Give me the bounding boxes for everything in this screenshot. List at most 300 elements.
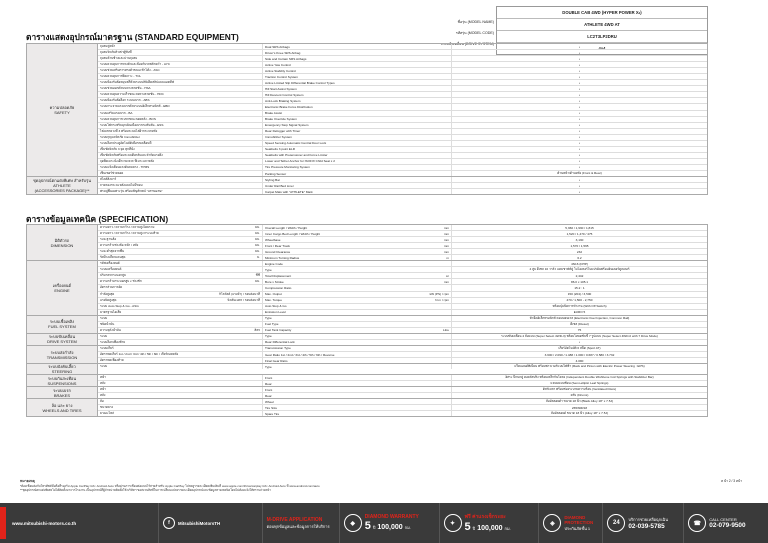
group-name-en: SUSPENSIONS <box>47 380 77 386</box>
item-th <box>98 141 263 146</box>
spec-th-unit: มม. <box>255 231 260 236</box>
spec-value: ดีเซล (Diesel) <box>570 321 589 326</box>
spec-en <box>263 316 452 321</box>
spec-value: ดรัม (Drums) <box>570 393 589 398</box>
item-value: • <box>578 74 581 79</box>
spec-en <box>263 285 452 290</box>
item-en <box>263 147 452 152</box>
group-rows <box>98 387 707 398</box>
spec-value: 6.2 <box>577 255 582 260</box>
spec-th <box>98 237 263 242</box>
spec-group <box>27 334 707 346</box>
item-en <box>263 104 452 109</box>
spec-en-unit: N·m / rpm <box>435 298 449 303</box>
group-name-th: ชุดอุปกรณ์ตกแต่งพิเศษ สำหรับรุ่น ATHLETE <box>33 178 91 189</box>
spec-en-unit: mm <box>443 279 449 284</box>
spec-en-text: Overall Length / Width / Height <box>265 225 308 230</box>
item-th-text: สไตล์ลิ่งบาร์ <box>100 177 117 182</box>
item-en <box>263 92 452 97</box>
free-years: 5 <box>464 521 471 533</box>
phone-icon: ☎ <box>688 514 706 532</box>
item-th <box>98 111 263 116</box>
item-value: • <box>578 189 581 194</box>
item-en-text: Brake Override System <box>265 117 297 122</box>
group-name-en: SAFETY <box>54 110 70 116</box>
standard-equipment-table <box>26 43 708 195</box>
spec-th <box>98 249 263 254</box>
item-th-text: ระบบไฟกระพริบฉุกเฉินเมื่อเบรกกะทันหัน - ESS <box>100 122 164 127</box>
item-th <box>98 68 263 73</box>
spec-en-text: Auto Stop & Go <box>265 304 287 309</box>
group-rows <box>98 225 707 260</box>
item-th <box>98 117 263 122</box>
group-name-th: ล้อ และ ยาง <box>51 402 73 408</box>
item-en <box>263 62 452 67</box>
spec-value: • <box>578 340 581 345</box>
group-name <box>27 44 98 176</box>
item-value: • <box>578 111 581 116</box>
group-name-th: มิติตัวรถ <box>54 237 70 243</box>
item-value: • <box>578 117 581 122</box>
group-name <box>27 316 98 333</box>
item-en <box>263 129 452 134</box>
spec-th-unit: มม. <box>255 243 260 248</box>
group-rows <box>98 399 707 416</box>
item-th-text: ถุงลมด้านข้างและม่านถุงลม <box>100 56 138 61</box>
model-code-label: รหัสรุ่น (MODEL CODE) <box>455 31 494 35</box>
item-th <box>98 44 263 49</box>
spec-value: เกียร์อัตโนมัติ 6 สปีด (Sport AT) <box>558 345 601 350</box>
item-en-text: Active Limited Slip Differential Brake Control Types <box>265 80 335 85</box>
spec-value: 3.600 / 2.090 / 1.488 / 1.000 / 0.687 / 0.580 / 3.732 <box>544 352 615 357</box>
item-th <box>98 159 263 164</box>
spec-en <box>263 405 452 410</box>
spec-en-text: Rear <box>265 393 272 398</box>
spec-en-unit: Litre <box>442 328 449 333</box>
model-name-label: ชื่อรุ่น (MODEL NAME) <box>457 20 494 24</box>
spec-en <box>263 322 452 327</box>
spec-en-text: Inner Cargo Bed Length / Width / Height <box>265 231 321 236</box>
spec-th-text: อัตราทดเกียร์ 1st / 2nd / 3rd / 4th / 5th / 6th / เกียร์ถอยหลัง <box>100 352 179 356</box>
spec-value: 150 (204) / 3,500 <box>567 292 592 297</box>
item-th <box>98 62 263 67</box>
spec-th-text: ระบบ <box>100 315 108 320</box>
item-en-text: Anti-Lock Braking System <box>265 98 301 103</box>
spec-en-text: Spare Tire <box>265 411 280 416</box>
24h-phone[interactable]: 02-039-5785 <box>628 523 665 530</box>
spec-en-text: Type <box>265 267 272 272</box>
item-en-text: Hill Start Assist System <box>265 86 297 91</box>
item-value: • <box>578 92 581 97</box>
footer-accent <box>0 507 6 539</box>
item-th <box>98 171 263 176</box>
call-phone[interactable]: 02-079-9500 <box>709 522 746 529</box>
group-name <box>27 177 98 194</box>
spec-en <box>263 393 452 398</box>
item-en-text: Driver's Knee SRS Airbag <box>265 50 301 55</box>
item-en-text: Brake Assist <box>265 111 283 116</box>
item-en-text: Styling Bar <box>265 177 280 182</box>
spec-th-text: ระบบ Auto Stop & Go - ASG <box>100 303 139 308</box>
spec-en <box>263 328 452 333</box>
item-th-text: ระบบช่วยออกตัวบนทางลาดชัน - HSA <box>100 86 151 91</box>
spec-th <box>98 231 263 236</box>
spec-th-text: ล้อ <box>100 399 104 404</box>
spec-th-unit: มม. <box>255 225 260 230</box>
spec-th-unit: มม. <box>255 237 260 242</box>
spec-en-text: Emission Level <box>265 310 286 315</box>
item-value: • <box>578 123 581 128</box>
item-value: • <box>578 183 581 188</box>
group-rows <box>98 316 707 333</box>
item-value: • <box>578 129 581 134</box>
specification-title: ตารางข้อมูลเทคนิค (SPECIFICATION) <box>26 214 169 224</box>
spec-th-text: รัศมีวงเลี้ยวแคบสุด <box>100 255 126 260</box>
spec-en-text: Engine Code <box>265 261 283 266</box>
item-en <box>263 68 452 73</box>
item-th <box>98 86 263 91</box>
spec-en-text: Rear <box>265 381 272 386</box>
spec-en-unit: mm <box>443 231 449 236</box>
spec-th <box>98 298 263 303</box>
spec-th <box>98 225 263 230</box>
spec-th-text: ระบบเครื่องยนต์ <box>100 267 122 272</box>
spec-value: หัวฉีดอิเล็กทรอนิกส์ คอมมอนเรล (Electronic Fuel Injection, Common Rail) <box>529 315 630 320</box>
group-name <box>27 375 98 386</box>
item-en-text: Seatbelts 3 point ELR <box>265 147 295 152</box>
spec-th <box>98 334 263 339</box>
spec-en-text: Wheel <box>265 399 274 404</box>
equipment-group <box>27 177 707 194</box>
spec-th-text: ระยะต่ำสุดจากพื้น <box>100 249 125 254</box>
spec-th-unit: นิวตันเมตร / รอบต่อนาที <box>227 297 260 302</box>
spec-th-text: ความจุถังน้ำมัน <box>100 327 121 332</box>
table-row <box>98 328 707 333</box>
item-en-text: Dual SRS Airbags <box>265 44 290 49</box>
item-th-text: ถุงลมนิรภัยหัวเข่าผู้ขับขี่ <box>100 50 132 55</box>
item-value: • <box>578 86 581 91</box>
item-en-text: Carpet Mats with "ATHLETE" Mark <box>265 189 313 194</box>
spec-en-text: Final Gear Ratio <box>265 358 288 363</box>
spec-en-unit: m <box>446 255 449 260</box>
item-en-text: Traction Control System <box>265 74 299 79</box>
spec-value: 265/60R18 <box>571 405 588 410</box>
item-en <box>263 98 452 103</box>
item-value: • <box>578 62 581 67</box>
item-en-text: Lower and Tether Anchor for ISOFIX Child Seat x 2 <box>265 159 335 164</box>
spec-th-unit: มม. <box>255 249 260 254</box>
item-en <box>263 123 452 128</box>
spec-en <box>263 273 452 278</box>
spec-th <box>98 393 263 398</box>
item-en <box>263 141 452 146</box>
item-en-text: Active Stability Control <box>265 68 296 73</box>
item-value: • <box>578 80 581 85</box>
item-en <box>263 153 452 158</box>
spec-value: ดิสก์เบรก พร้อมช่องระบายความร้อน (Ventilated Discs) <box>542 387 617 392</box>
item-en-text: Parking Sensor <box>265 171 287 176</box>
note-line: *ต้องเชื่อมต่อกับโทรศัพท์มือถือที่รองรับ Apple CarPlay และ Android Auto หรือผ่านการเชื่อมต่อแบบไร้สายสำหรับ Apple CarPlay โปรดดูรายละเอียดเพิ่มเติมที่ www.apple.com/th/ios/carplay และ Android Auto ที่ www.android.com/auto <box>20 483 320 488</box>
spec-group <box>27 375 707 387</box>
spec-en-text: Gear Ratio 1st / 2nd / 3rd / 4th / 5th / 6th / Reverse <box>265 352 335 357</box>
item-value: • <box>578 44 581 49</box>
spec-value: อิสระ ปีกนกคู่ คอยล์สปริง พร้อมเหล็กกันโคลง (Independent Double Wishbone Coil Springs with Stabilizer Bar) <box>505 375 654 380</box>
spec-en-text: Type <box>265 334 272 339</box>
spec-en <box>263 292 452 297</box>
item-th-text: ระบบช่วยเสริมการทรงตัวขณะเข้าโค้ง - ASC <box>100 68 160 73</box>
spec-th <box>98 411 263 416</box>
spec-th-text: มาตรฐานไอเสีย <box>100 309 122 314</box>
spec-value: ล้ออัลลอยด์ ขนาด 18 นิ้ว (Alloy 18" x 7.5J) <box>550 411 609 416</box>
item-th-text: เซ็นเซอร์ช่วยจอด <box>100 171 124 175</box>
footer-social <box>158 503 262 543</box>
spec-en-text: Front <box>265 387 273 392</box>
item-th-text: ระบบควบคุมการทรงตัวและป้องกันรถพลิกคว่ำ - AYC <box>100 62 171 67</box>
item-value: • <box>578 153 581 158</box>
spec-value: 4N16 (DHP) <box>571 261 588 266</box>
spec-th <box>98 285 263 290</box>
item-en <box>263 189 452 194</box>
item-th <box>98 165 263 170</box>
spec-th <box>98 292 263 297</box>
spec-en-text: Minimum Turning Radius <box>265 255 300 260</box>
spec-th <box>98 381 263 386</box>
website-link[interactable]: www.mitsubishi-motors.co.th <box>12 520 77 526</box>
wrench-icon: ✦ <box>444 514 462 532</box>
item-th-text: ระบบล็อกประตูอัตโนมัติเมื่อรถเคลื่อนที่ <box>100 140 152 145</box>
spec-en <box>263 399 452 404</box>
spec-th <box>98 310 263 315</box>
item-value: • <box>578 165 581 170</box>
group-name <box>27 334 98 345</box>
dw-unit: ปี <box>372 525 376 530</box>
group-name <box>27 261 98 314</box>
item-en <box>263 74 452 79</box>
spec-en-text: Front <box>265 375 273 380</box>
dw-km: 100,000 <box>377 524 403 531</box>
item-en <box>263 171 452 176</box>
dw-title: DIAMOND WARRANTY <box>364 514 419 520</box>
spec-th-text: ยางอะไหล่ <box>100 411 115 416</box>
spec-value: ระบบขับเคลื่อน 4 ล้อแบบ (Super Select 4WD-II) พร้อมโหมดขับขี่ 7 รูปแบบ (Super Select 4WD-II with 7 Drive Mode) <box>501 333 658 338</box>
spec-th-text: ความยาว / ความกว้าง / ความสูง กระบะท้าย <box>100 231 159 236</box>
spec-th-unit: ลิตร <box>254 327 260 332</box>
group-rows <box>98 334 707 345</box>
model-title: DOUBLE CAB 4WD (HYPER POWER X 2 ) <box>497 7 707 19</box>
spec-th-text: ขนาดยาง <box>100 405 114 410</box>
table-row <box>98 310 707 315</box>
spec-group <box>27 261 707 315</box>
spec-group <box>27 399 707 416</box>
spec-en <box>263 364 452 369</box>
table-row <box>98 255 707 260</box>
group-rows <box>98 375 707 386</box>
group-name-th: ระบบส่งกำลัง <box>50 349 74 355</box>
item-th-text: ระบบกระจายแรงเบรกด้วยระบบอิเล็กทรอนิกส์ - EBD <box>100 104 170 109</box>
group-name <box>27 387 98 398</box>
item-th <box>98 153 263 158</box>
item-en-text: Side and Curtain SRS Airbags <box>265 56 307 61</box>
spec-th-unit: ซีซี <box>255 273 260 278</box>
spec-value: EURO 5 <box>573 310 586 315</box>
spec-th <box>98 387 263 392</box>
group-name-th: เครื่องยนต์ <box>52 282 72 288</box>
item-value: • <box>578 56 581 61</box>
free-km-unit: กม. <box>504 526 511 531</box>
item-th-text: ระบบควบคุมการยึดเกาะ - TCL <box>100 74 142 79</box>
item-en <box>263 80 452 85</box>
spec-en <box>263 411 452 416</box>
dp-title: DIAMOND PROTECTION <box>564 514 594 525</box>
item-th-text: จุดยึดเบาะนั่งเด็ก ISOFIX ที่เบาะแถวหลัง <box>100 158 155 163</box>
spec-en-unit: mm <box>443 225 449 230</box>
group-name <box>27 225 98 260</box>
table-row <box>98 411 707 416</box>
spec-en-text: Type <box>265 316 272 321</box>
spec-en <box>263 231 452 236</box>
item-value: • <box>578 50 581 55</box>
item-th-text: ระบบควบคุมความเร็วขณะลงทางลาดชัน - HDC <box>100 92 164 97</box>
footer-24h <box>602 503 683 543</box>
shield-icon: ◈ <box>543 514 561 532</box>
spec-en <box>263 237 452 242</box>
item-th-text: เข็มขัดนิรภัยพร้อมระบบดึงกลับและจำกัดแรงดึง <box>100 152 163 157</box>
free-km: 100,000 <box>477 525 503 532</box>
spec-en <box>263 352 452 357</box>
dp-sub: ประกันภัยชั้น 1 <box>564 525 591 531</box>
group-name-en: FUEL SYSTEM <box>48 324 76 330</box>
group-name-en: WHEELS AND TIRES <box>42 407 82 413</box>
free-title: ฟรี ค่าแรงเช็กระยะ <box>464 514 506 520</box>
item-th <box>98 92 263 97</box>
note-line: **ชุดอุปกรณ์ตกแต่งพิเศษไม่ได้ติดตั้งมาจากโรงงาน เป็นอุปกรณ์ที่ผู้จำหน่ายติดตั้งให้ บริษัทฯ ขอสงวนสิทธิ์ในการเปลี่ยนแปลงรายละเอียดอุปกรณ์และข้อมูลทางเทคนิคโดยไม่ต้องแจ้งให้ทราบล่วงหน้า <box>20 488 271 493</box>
item-th-text: ถุงลมคู่หน้า <box>100 44 116 49</box>
group-rows <box>98 177 707 194</box>
item-en-text: Rear Defogger with Timer <box>265 129 301 134</box>
spec-value: ล้ออัลลอยดำ ขนาด 18 นิ้ว (Black Alloy 18" x 7.5J) <box>545 399 614 404</box>
spec-th-text: อัตราส่วนการอัด <box>100 285 123 290</box>
spec-en-text: Bore x Stroke <box>265 279 284 284</box>
spec-group <box>27 225 707 261</box>
spec-en-text: Rear Differential Lock <box>265 340 295 345</box>
spec-value: แร็คแอนด์พิเนียน พร้อมพาวเวอร์แบบไฟฟ้า (Rack and Pinion with Electric Power Steering : EPS) <box>514 364 645 369</box>
item-en-text: Emergency Stop Signal System <box>265 123 309 128</box>
spec-th-text: ระบบเกียร์ <box>100 345 114 350</box>
spec-th <box>98 279 263 284</box>
spec-en-text: Max. Torque <box>265 298 282 303</box>
item-value: • <box>578 147 581 152</box>
spec-value: 4 สูบ ดีเซล 16 วาล์ว แคมชาฟท์คู่ ไบโอเทอร์โบแปรผันพร้อมอินเตอร์คูลเลอร์ <box>529 267 630 272</box>
group-name-en: STEERING <box>51 369 73 375</box>
spec-en-text: Ground Clearance <box>265 249 291 254</box>
item-en-text: Tire Pressure Monitoring System <box>265 165 310 170</box>
spec-en-unit: mm <box>443 237 449 242</box>
item-en <box>263 117 452 122</box>
model-code-value: LC2T3LP2DRU <box>497 31 707 43</box>
spec-th <box>98 273 263 278</box>
group-name-en: BRAKES <box>53 392 71 398</box>
spec-en <box>263 298 452 303</box>
spec-th <box>98 243 263 248</box>
spec-th-text: แรงบิดสูงสุด <box>100 297 117 302</box>
footer-call-center <box>683 503 768 543</box>
spec-en <box>263 381 452 386</box>
item-value: • <box>578 177 581 182</box>
drive-system-value: 4x4 <box>598 46 606 51</box>
dw-km-unit: กม. <box>404 525 411 530</box>
spec-th <box>98 255 263 260</box>
item-en <box>263 111 452 116</box>
group-name-th: ระบบกันสะเทือน <box>47 375 77 381</box>
spec-en-unit: mm <box>443 249 449 254</box>
footer-mdrive <box>262 503 339 543</box>
item-th <box>98 189 263 194</box>
call-label: CALL CENTER <box>709 517 737 522</box>
table-row <box>98 189 707 194</box>
item-value: • <box>578 141 581 146</box>
table-row <box>98 358 707 363</box>
notes-title: หมายเหตุ <box>20 479 35 483</box>
item-th-text: ระบบแจ้งเตือนแรงดันลมยาง - TPMS <box>100 164 150 169</box>
spec-en <box>263 249 452 254</box>
spec-th <box>98 375 263 380</box>
item-value: • <box>578 135 581 140</box>
diamond-icon: ◆ <box>344 514 362 532</box>
spec-th-text: ชนิดน้ำมัน <box>100 321 115 326</box>
item-th <box>98 98 263 103</box>
spec-th <box>98 405 263 410</box>
model-name-value: ATHLETE 4WD AT <box>497 19 707 31</box>
spec-en-text: Wheelbase <box>265 237 281 242</box>
group-name-en: (ACCESSORIES PACKAGE)** <box>34 188 90 194</box>
spec-en-unit: cc <box>445 273 449 278</box>
spec-en <box>263 243 452 248</box>
spec-value: 75 <box>577 328 582 333</box>
24h-icon: 24 <box>607 514 625 532</box>
item-th <box>98 56 263 61</box>
group-name-th: ระบบบังคับเลี้ยว <box>48 364 76 370</box>
spec-th-text: หน้า <box>100 387 106 392</box>
page-number: ห น้า 2 / 3 หน้า <box>721 479 742 483</box>
group-name-en: DIMENSION <box>50 242 74 248</box>
spec-en-text: Fuel Type <box>265 322 279 327</box>
social-handle[interactable]: MitsubishiMotorsTH <box>177 520 221 526</box>
spec-th-unit: มม. <box>255 279 260 284</box>
spec-en-text: Fuel Tank Capacity <box>265 328 292 333</box>
spec-en-text: Type <box>265 364 272 369</box>
group-rows <box>98 346 707 363</box>
spec-th-text: กำลังสูงสุด <box>100 291 115 296</box>
item-th <box>98 80 263 85</box>
item-en <box>263 135 452 140</box>
spec-th-text: ความยาว / ความกว้าง / ความสูงโดยรวม <box>100 225 155 230</box>
spec-en-text: Max. Output <box>265 292 282 297</box>
spec-en-text: Tire Size <box>265 405 278 410</box>
footer-free-service <box>439 503 539 543</box>
spec-value: 232 <box>576 249 583 254</box>
notes <box>20 479 750 493</box>
spec-value: แหนบแบบซ้อน (Semi-elliptic Leaf Springs) <box>550 381 609 386</box>
spec-th <box>98 304 263 309</box>
item-th-text: พรมปูพื้นเฉพาะรุ่น พร้อมสัญลักษณ์ "ATHLETE" <box>100 189 163 194</box>
spec-en <box>263 255 452 260</box>
spec-th-text: ระยะฐานล้อ <box>100 237 117 242</box>
group-name <box>27 399 98 416</box>
drive-system-label: ระบบขับเคลื่อน (DRIVE SYSTEM) <box>440 42 494 46</box>
footer-bar <box>0 503 768 543</box>
spec-th <box>98 316 263 321</box>
item-th-text: ถาดรองกระบะหลังแบบไม่มีขอบ <box>100 183 143 188</box>
